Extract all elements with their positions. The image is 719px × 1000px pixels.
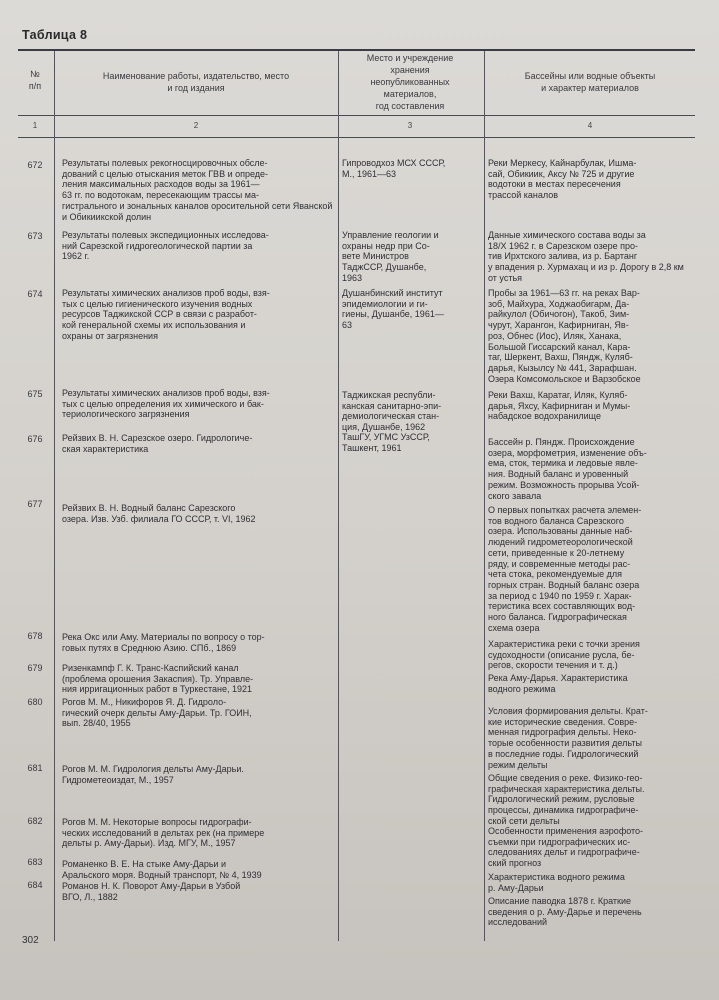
row-number: 679 [27, 663, 43, 673]
row-number: 674 [27, 289, 43, 299]
row-title: Результаты химических анализов проб воды, взя- тых с целью определения их химического и бак- териологического загрязнения [62, 388, 270, 420]
row-number: 673 [27, 231, 43, 241]
row-number: 680 [27, 697, 43, 707]
row-storage: Душанбинский институт эпидемиологии и ги- гиены, Душанбе, 1961— 63 [342, 288, 444, 331]
row-title: Результаты полевых экспедиционных исследова- ний Сарезской гидрогеологической партии за 1962 г. [62, 230, 269, 262]
column-number-1: 1 [32, 121, 38, 130]
row-title: Рогов М. М. Некоторые вопросы гидрографи- ческих исследований в дельтах рек (на примере дельты р. Аму-Дарьи). Изд. МГУ, М., 1957 [62, 817, 265, 849]
row-title: Романенко В. Е. На стыке Аму-Дарьи и Аральского моря. Водный транспорт, № 4, 1939 [62, 859, 262, 880]
table-top-rule [18, 49, 695, 51]
column-number-rule [18, 137, 695, 138]
row-title: Романов Н. К. Поворот Аму-Дарьи в Узбой ВГО, Л., 1882 [62, 881, 241, 902]
row-storage: Гипроводхоз МСХ СССР, М., 1961—63 [342, 158, 446, 179]
row-basin: Пробы за 1961—63 гг. на реках Вар- зоб, Майхура, Ходжаобигарм, Да- райкулол (Обичогон), Такоб, Зим- чурут, Харангон, Кафирниган, Яв- роз, Обнес (Иос), Иляк, Ханака, Большой Гиссарский канал, Кара- таг, Шеркент, Вахш, Пяндж, Куляб- дарья, Кызылсу № 441, Зарафшан. Озера Комсомольское и Варзобское [488, 288, 641, 384]
table-caption: Таблица 8 [22, 28, 88, 42]
row-title: Рогов М. М. Гидрология дельты Аму-Дарьи. Гидрометеоиздат, М., 1957 [62, 764, 244, 785]
row-basin: Характеристика реки с точки зрения судоходности (описание русла, бе- регов, скорости течения и т. д.) [488, 639, 640, 671]
row-number: 676 [27, 434, 43, 444]
row-title: Рогов М. М., Никифоров Я. Д. Гидроло- гический очерк дельты Аму-Дарьи. Тр. ГОИН, вып. 28/40, 1955 [62, 697, 252, 729]
row-number: 682 [27, 816, 43, 826]
column-divider [338, 51, 339, 941]
header-storage: Место и учреждение хранения неопубликованных материалов, год составления [366, 53, 454, 111]
row-number: 672 [27, 160, 43, 170]
row-number: 677 [27, 499, 43, 509]
row-title: Результаты химических анализов проб воды, взя- тых с целью гигиенического изучения водных ресурсов Таджикской ССР в связи с разработ- кой генеральной схемы их использования и охраны от загрязнения [62, 288, 270, 341]
row-basin: Реки Вахш, Каратаг, Иляк, Куляб- дарья, Яхсу, Кафирниган и Мумы- набадское водохранилище [488, 390, 631, 422]
column-number-2: 2 [193, 121, 199, 130]
row-basin: Реки Меркесу, Кайнарбулак, Ишма- сай, Обикиик, Аксу № 725 и другие водотоки в местах пересечения трассой каналов [488, 158, 637, 201]
row-number: 678 [27, 631, 43, 641]
header-rule [18, 115, 695, 116]
row-number: 683 [27, 857, 43, 867]
row-basin: Бассейн р. Пяндж. Происхождение озера, морфометрия, изменение объ- ема, сток, термика и ледовые явле- ния. Водный баланс и уровенный режим. Возможность прорыва Усой- ского завала [488, 437, 647, 501]
row-basin: Характеристика водного режима р. Аму-Дарьи [488, 872, 625, 893]
column-number-4: 4 [587, 121, 593, 130]
column-number-3: 3 [407, 121, 413, 130]
row-basin: Описание паводка 1878 г. Краткие сведения о р. Аму-Дарье и перечень исследований [488, 896, 642, 928]
row-title: Ризенкампф Г. К. Транс-Каспийский канал (проблема орошения Закаспия). Тр. Управле- ния ирригационных работ в Туркестане, 1921 [62, 663, 254, 695]
header-number: № п/п [28, 69, 42, 91]
row-basin: Данные химического состава воды за 18/X 1962 г. в Сарезском озере про- тив Ирхтского залива, из р. Бартанг у впадения р. Хурмахац и из р. Дорогу в 2,8 км от устья [488, 230, 684, 283]
header-title: Наименование работы, издательство, место и год издания [102, 71, 290, 93]
header-basin: Бассейны или водные объекты и характер материалов [524, 71, 656, 93]
page-number: 302 [22, 935, 39, 946]
row-number: 681 [27, 763, 43, 773]
row-number: 675 [27, 389, 43, 399]
row-title: Рейзвих В. Н. Сарезское озеро. Гидрологиче- ская характеристика [62, 433, 253, 454]
column-divider [484, 51, 485, 941]
row-storage: Таджикская республи- канская санитарно-эпи- демиологическая стан- ция, Душанбе, 1962 [342, 390, 442, 433]
row-number: 684 [27, 880, 43, 890]
row-title: Рейзвих В. Н. Водный баланс Сарезского озера. Изв. Узб. филиала ГО СССР, т. VI, 1962 [62, 503, 256, 524]
row-storage: Управление геологии и охраны недр при Со- вете Министров ТаджССР, Душанбе, 1963 [342, 230, 439, 283]
row-basin: Река Аму-Дарья. Характеристика водного режима [488, 673, 628, 694]
row-title: Результаты полевых рекогносцировочных обсле- дований с целью отыскания меток ГВВ и опреде- ления максимальных расходов воды за 1961— 63 гг. по водотокам, пересекающим трассы ма- гистрального и зональных каналов оросительной сети Яванской и Обикиикской долин [62, 158, 333, 222]
row-basin: О первых попытках расчета элемен- тов водного баланса Сарезского озера. Использованы данные наб- людений гидрометеорологической сети, приведенные к 20-летнему ряду, и современные методы рас- чета стока, рекомендуемые для горных стран. Водный баланс озера за период с 1940 по 1959 г. Харак- теристика всех составляющих вод- ного баланса. Гидрографическая схема озера [488, 505, 642, 633]
row-title: Река Окс или Аму. Материалы по вопросу о тор- говых путях в Среднюю Азию. СПб., 1869 [62, 632, 265, 653]
column-divider [54, 51, 55, 941]
row-basin: Особенности применения аэрофото- съемки при гидрографических ис- следованиях дельт и гидрографиче- ский прогноз [488, 826, 644, 869]
row-basin: Общие сведения о реке. Физико-гео- графическая характеристика дельты. Гидрологический режим, русловые процессы, динамика гидрографиче- ской сети дельты [488, 773, 645, 826]
row-basin: Условия формирования дельты. Крат- кие исторические сведения. Совре- менная гидрография дельты. Неко- торые особенности развития дельты в последние годы. Гидрологический режим дельты [488, 706, 648, 770]
row-storage: ТашГУ, УГМС УзССР, Ташкент, 1961 [342, 432, 430, 453]
